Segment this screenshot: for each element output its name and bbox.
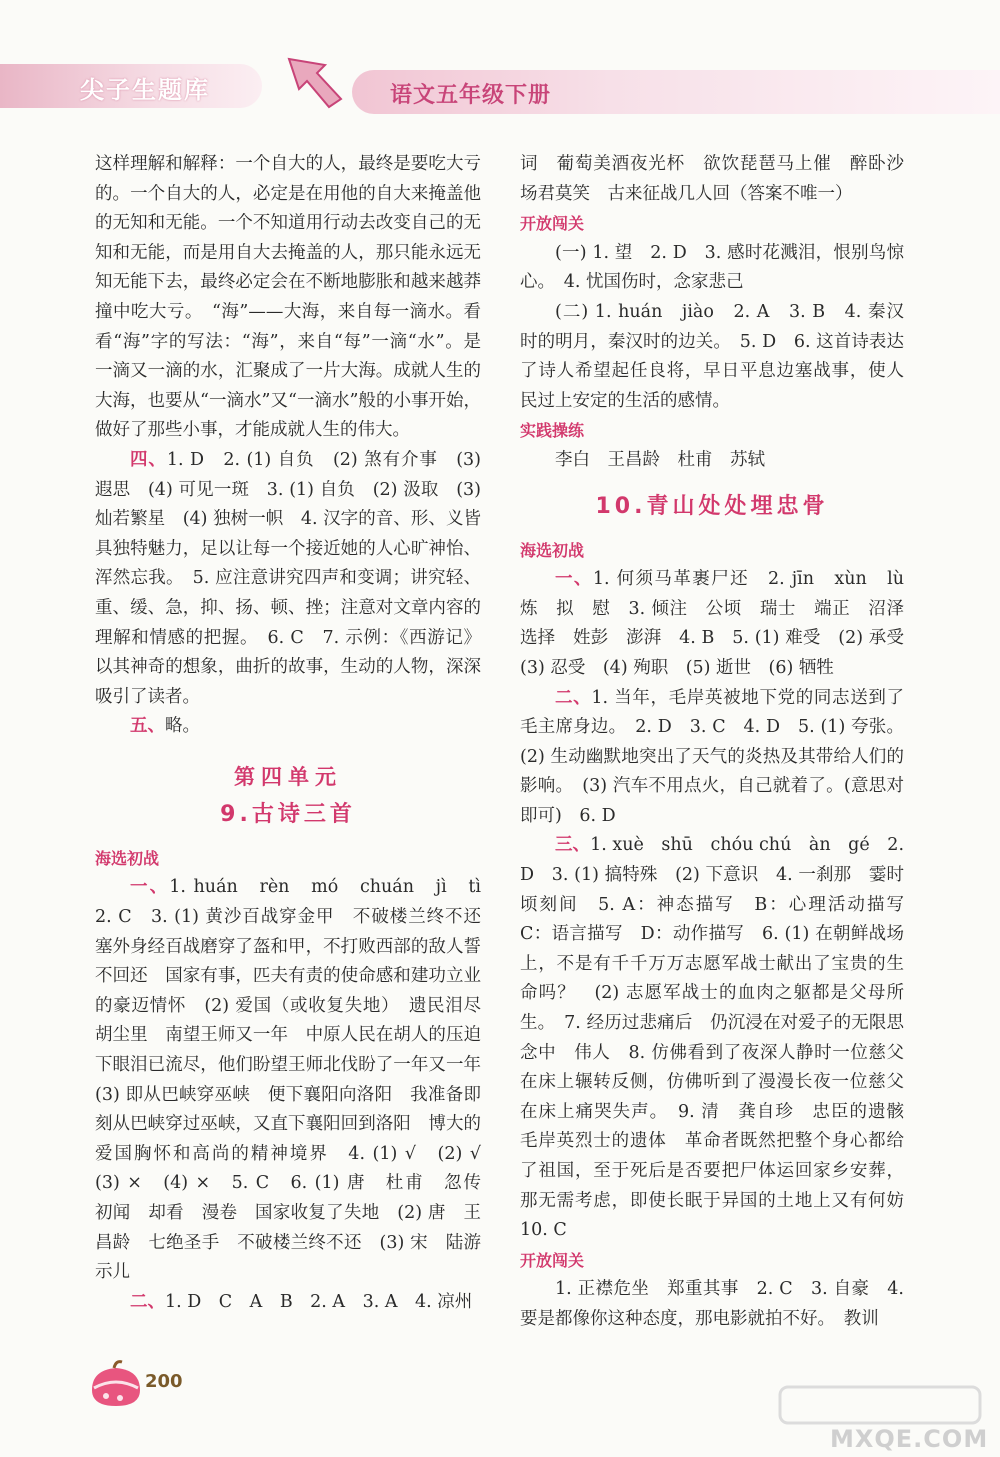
- item-label: 三、: [555, 835, 591, 856]
- continued-text: 词 葡萄美酒夜光杯 欲饮琵琶马上催 醉卧沙场君莫笑 古来征战几人回（答案不唯一）: [520, 154, 904, 204]
- answer-item-4: [95, 446, 481, 712]
- arrow-icon: [285, 55, 345, 111]
- item-text: 1. xuè shū chóu chú àn gé 2. D 3. (1) 搞特殊 (2) 下意识 4. 一刹那 霎时 顷刻间 5. A：神态描写 B：心理活动描写 C：语言描写 D：动作描写 6. (1) 在朝鲜战场上，不是有千千万万志愿军战士献出了宝贵的生命吗？ (2) 志愿军战士的血肉之躯都是父母所生。 7. 经历过悲痛后 仍沉浸在对爱子的无限思念中 伟人 8. 仿佛看到了夜深人静时一位慈父在床上辗转反侧，仿佛听到了漫漫长夜一位慈父在床上痛哭失声。 9. 清 龚自珍 忠臣的遗骸 毛岸英烈士的遗体 革命者既然把整个身心都给了祖国，至于死后是否要把尸体运回家乡安葬，那无需考虑，即使长眠于异国的土地上又有何妨 10. C: [520, 835, 922, 1241]
- watermark-text: MXQE.COM: [830, 1425, 989, 1453]
- item-label: 一、: [130, 877, 170, 898]
- item-text: 1. D C A B 2. A 3. A 4. 凉州: [165, 1291, 473, 1312]
- item-text: 1. 何须马革裹尸还 2. jīn xùn lù 炼 拟 慰 3. 倾注 公顷 瑞士 端正 沼泽 选择 姓彭 澎湃 4. B 5. (1) 难受 (2) 承受 (3) 忍受 (4) 殉职 (5) 逝世 (6) 牺牲: [520, 569, 922, 678]
- section-haixuan: 海选初战: [520, 540, 585, 560]
- kaifang-part-1: (一) 1. 望 2. D 3. 感时花溅泪，恨别鸟惊心。 4. 忧国伤时，念家悲己: [520, 242, 904, 293]
- item-text: 1. 当年，毛岸英被地下党的同志送到了毛主席身边。 2. D 3. C 4. D 5. (1) 夸张。(2) 生动幽默地突出了天气的炎热及其带给人们的影响。 (3) 汽车不用点火，自己就着了。(意思对即可) 6. D: [520, 687, 905, 826]
- page-header: [0, 0, 1000, 130]
- lesson-9-title: 9.古诗三首: [220, 801, 356, 827]
- item-label: 五、: [130, 716, 165, 737]
- item-label: 二、: [555, 687, 592, 708]
- item-label: 二、: [130, 1291, 165, 1312]
- section-kaifang: 开放闯关: [520, 214, 585, 234]
- lesson9-item-2: [95, 1288, 481, 1318]
- item-label: 一、: [555, 569, 593, 590]
- book-title: 语文五年级下册: [390, 83, 552, 108]
- intro-paragraph: 这样理解和解释：一个自大的人，最终是要吃大亏的。一个自大的人，必定是在用他的自大来掩盖他的无知和无能。一个不知道用行动去改变自己的无知和无能，而是用自大去掩盖的人，那只能永远无知无能下去，最终必定会在不断地膨胀和越来越莽撞中吃大亏。 “海”——大海，来自每一滴水。看看“海”字的写法：“海”，来自“每”一滴“水”。是一滴又一滴的水，汇聚成了一片大海。成就人生的大海，也要从“一滴水”又“一滴水”般的小事开始，做好了那些小事，才能成就人生的伟大。: [95, 154, 481, 441]
- acorn-icon: [86, 1360, 146, 1410]
- item-text: 略。: [165, 716, 200, 737]
- shijian-answer: 李白 王昌龄 杜甫 苏轼: [555, 449, 765, 470]
- lesson9-item-1: [95, 873, 499, 1287]
- item-text: 1. D 2. (1) 自负 (2) 煞有介事 (3) 遐思 (4) 可见一斑 3. (1) 自负 (2) 汲取 (3) 灿若繁星 (4) 独树一帜 4. 汉字的音、形、义皆具独特魅力，足以让每一个接近她的人心旷神怡、浑然忘我。 5. 应注意讲究四声和变调；讲究轻、重、缓、急，抑、扬、顿、挫；注意对文章内容的理解和情感的把握。 6. C 7. 示例：《西游记》以其神奇的想象，曲折的故事，生动的人物，深深吸引了读者。: [95, 449, 482, 707]
- kaifang-part-2: (二) 1. huán jiào 2. A 3. B 4. 秦汉时的明月，秦汉时的边关。 5. D 6. 这首诗表达了诗人希望起任良将，早日平息边塞战事，使人民过上安定的生活的感情。: [520, 301, 904, 411]
- item-text: 1. huán rèn mó chuán jì tì 2. C 3. (1) 黄沙百战穿金甲 不破楼兰终不还 塞外身经百战磨穿了盔和甲，不打败西部的敌人誓不回还 国家有事，匹夫有责的使命感和建功立业的豪迈情怀 (2) 爱国（或收复失地） 遗民泪尽胡尘里 南望王师又一年 中原人民在胡人的压迫下眼泪已流尽，他们盼望王师北伐盼了一年又一年 (3) 即从巴峡穿巫峡 便下襄阳向洛阳 我准备即刻从巴峡穿过巫峡，又直下襄阳回到洛阳 博大的爱国胸怀和高尚的精神境界 4. (1) √ (2) √ (3) × (4) × 5. C 6. (1) 唐 杜甫 忽传 初闻 却看 漫卷 国家收复了失地 (2) 唐 王昌龄 七绝圣手 不破楼兰终不还 (3) 宋 陆游 示儿: [95, 877, 499, 1283]
- answer-item-5: [95, 712, 481, 742]
- page-number: 200: [145, 1371, 183, 1392]
- lesson-10-title: 10.青山处处埋忠骨: [595, 493, 829, 519]
- section-kaifang-2: 开放闯关: [520, 1250, 585, 1270]
- right-column: [520, 150, 922, 1335]
- section-haixuan: 海选初战: [95, 848, 160, 868]
- series-title: 尖子生题库: [80, 76, 210, 104]
- left-column: [95, 150, 499, 1317]
- lesson10-item-3: [520, 831, 922, 1245]
- lesson10-item-1: [520, 565, 922, 683]
- kaifang-final: 1. 正襟危坐 郑重其事 2. C 3. 自豪 4. 要是都像你这种态度，那电影就拍不好。 教训: [520, 1279, 904, 1329]
- section-shijian: 实践操练: [520, 421, 585, 441]
- unit-title: 第四单元: [234, 764, 342, 789]
- lesson10-item-2: [520, 684, 904, 832]
- item-label: 四、: [130, 449, 167, 470]
